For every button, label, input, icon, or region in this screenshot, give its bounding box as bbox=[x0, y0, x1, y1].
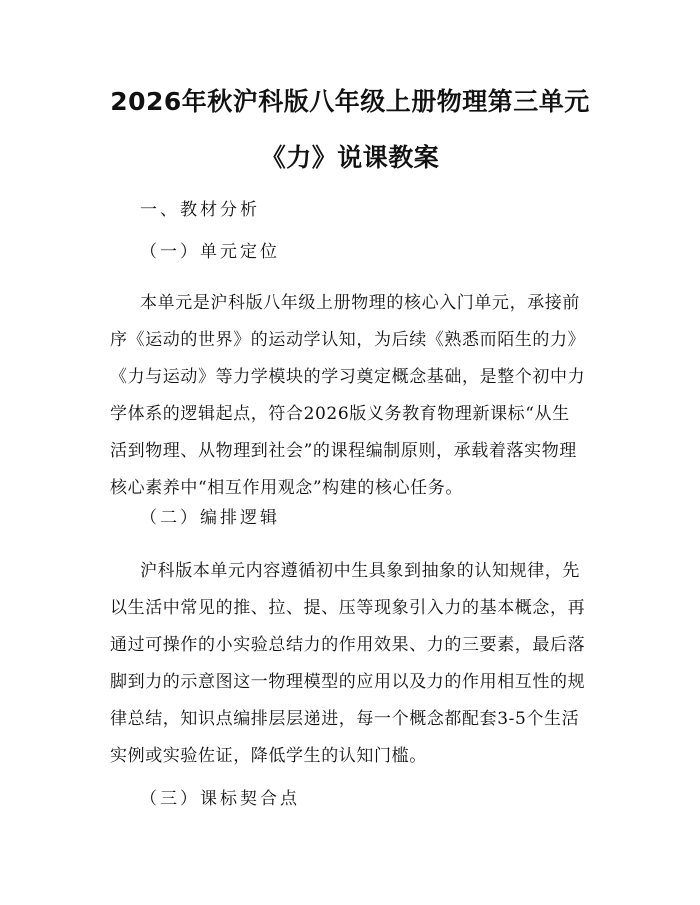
paragraph-line: 学体系的逻辑起点，符合2026版义务教育物理新课标“从生 bbox=[110, 404, 570, 424]
section-heading-teaching-material-analysis: 一、教材分析 bbox=[140, 200, 260, 220]
paragraph-line: 实例或实验佐证，降低学生的认知门槛。 bbox=[110, 746, 427, 766]
paragraph-line: 律总结，知识点编排层层递进，每一个概念都配套3-5个生活 bbox=[110, 709, 580, 729]
paragraph-line: 《力与运动》等力学模块的学习奠定概念基础，是整个初中力 bbox=[110, 367, 586, 387]
paragraph-line: 通过可操作的小实验总结力的作用效果、力的三要素，最后落 bbox=[110, 635, 586, 655]
document-title-line-2: 《力》说课教案 bbox=[260, 143, 440, 172]
subsection-heading-arrangement-logic: （二）编排逻辑 bbox=[140, 508, 280, 528]
document-title-line-1: 2026年秋沪科版八年级上册物理第三单元 bbox=[110, 87, 590, 116]
subsection-heading-curriculum-alignment: （三）课标契合点 bbox=[140, 789, 300, 809]
paragraph-line: 本单元是沪科版八年级上册物理的核心入门单元，承接前 bbox=[140, 293, 580, 313]
paragraph-line: 核心素养中“相互作用观念”构建的核心任务。 bbox=[110, 478, 463, 498]
paragraph-line: 以生活中常见的推、拉、提、压等现象引入力的基本概念，再 bbox=[110, 598, 586, 618]
paragraph-line: 活到物理、从物理到社会”的课程编制原则，承载着落实物理 bbox=[110, 441, 577, 461]
paragraph-line: 沪科版本单元内容遵循初中生具象到抽象的认知规律，先 bbox=[140, 561, 580, 581]
paragraph-line: 脚到力的示意图这一物理模型的应用以及力的作用相互性的规 bbox=[110, 672, 586, 692]
paragraph-line: 序《运动的世界》的运动学认知，为后续《熟悉而陌生的力》 bbox=[110, 330, 586, 350]
subsection-heading-unit-positioning: （一）单元定位 bbox=[140, 242, 280, 262]
